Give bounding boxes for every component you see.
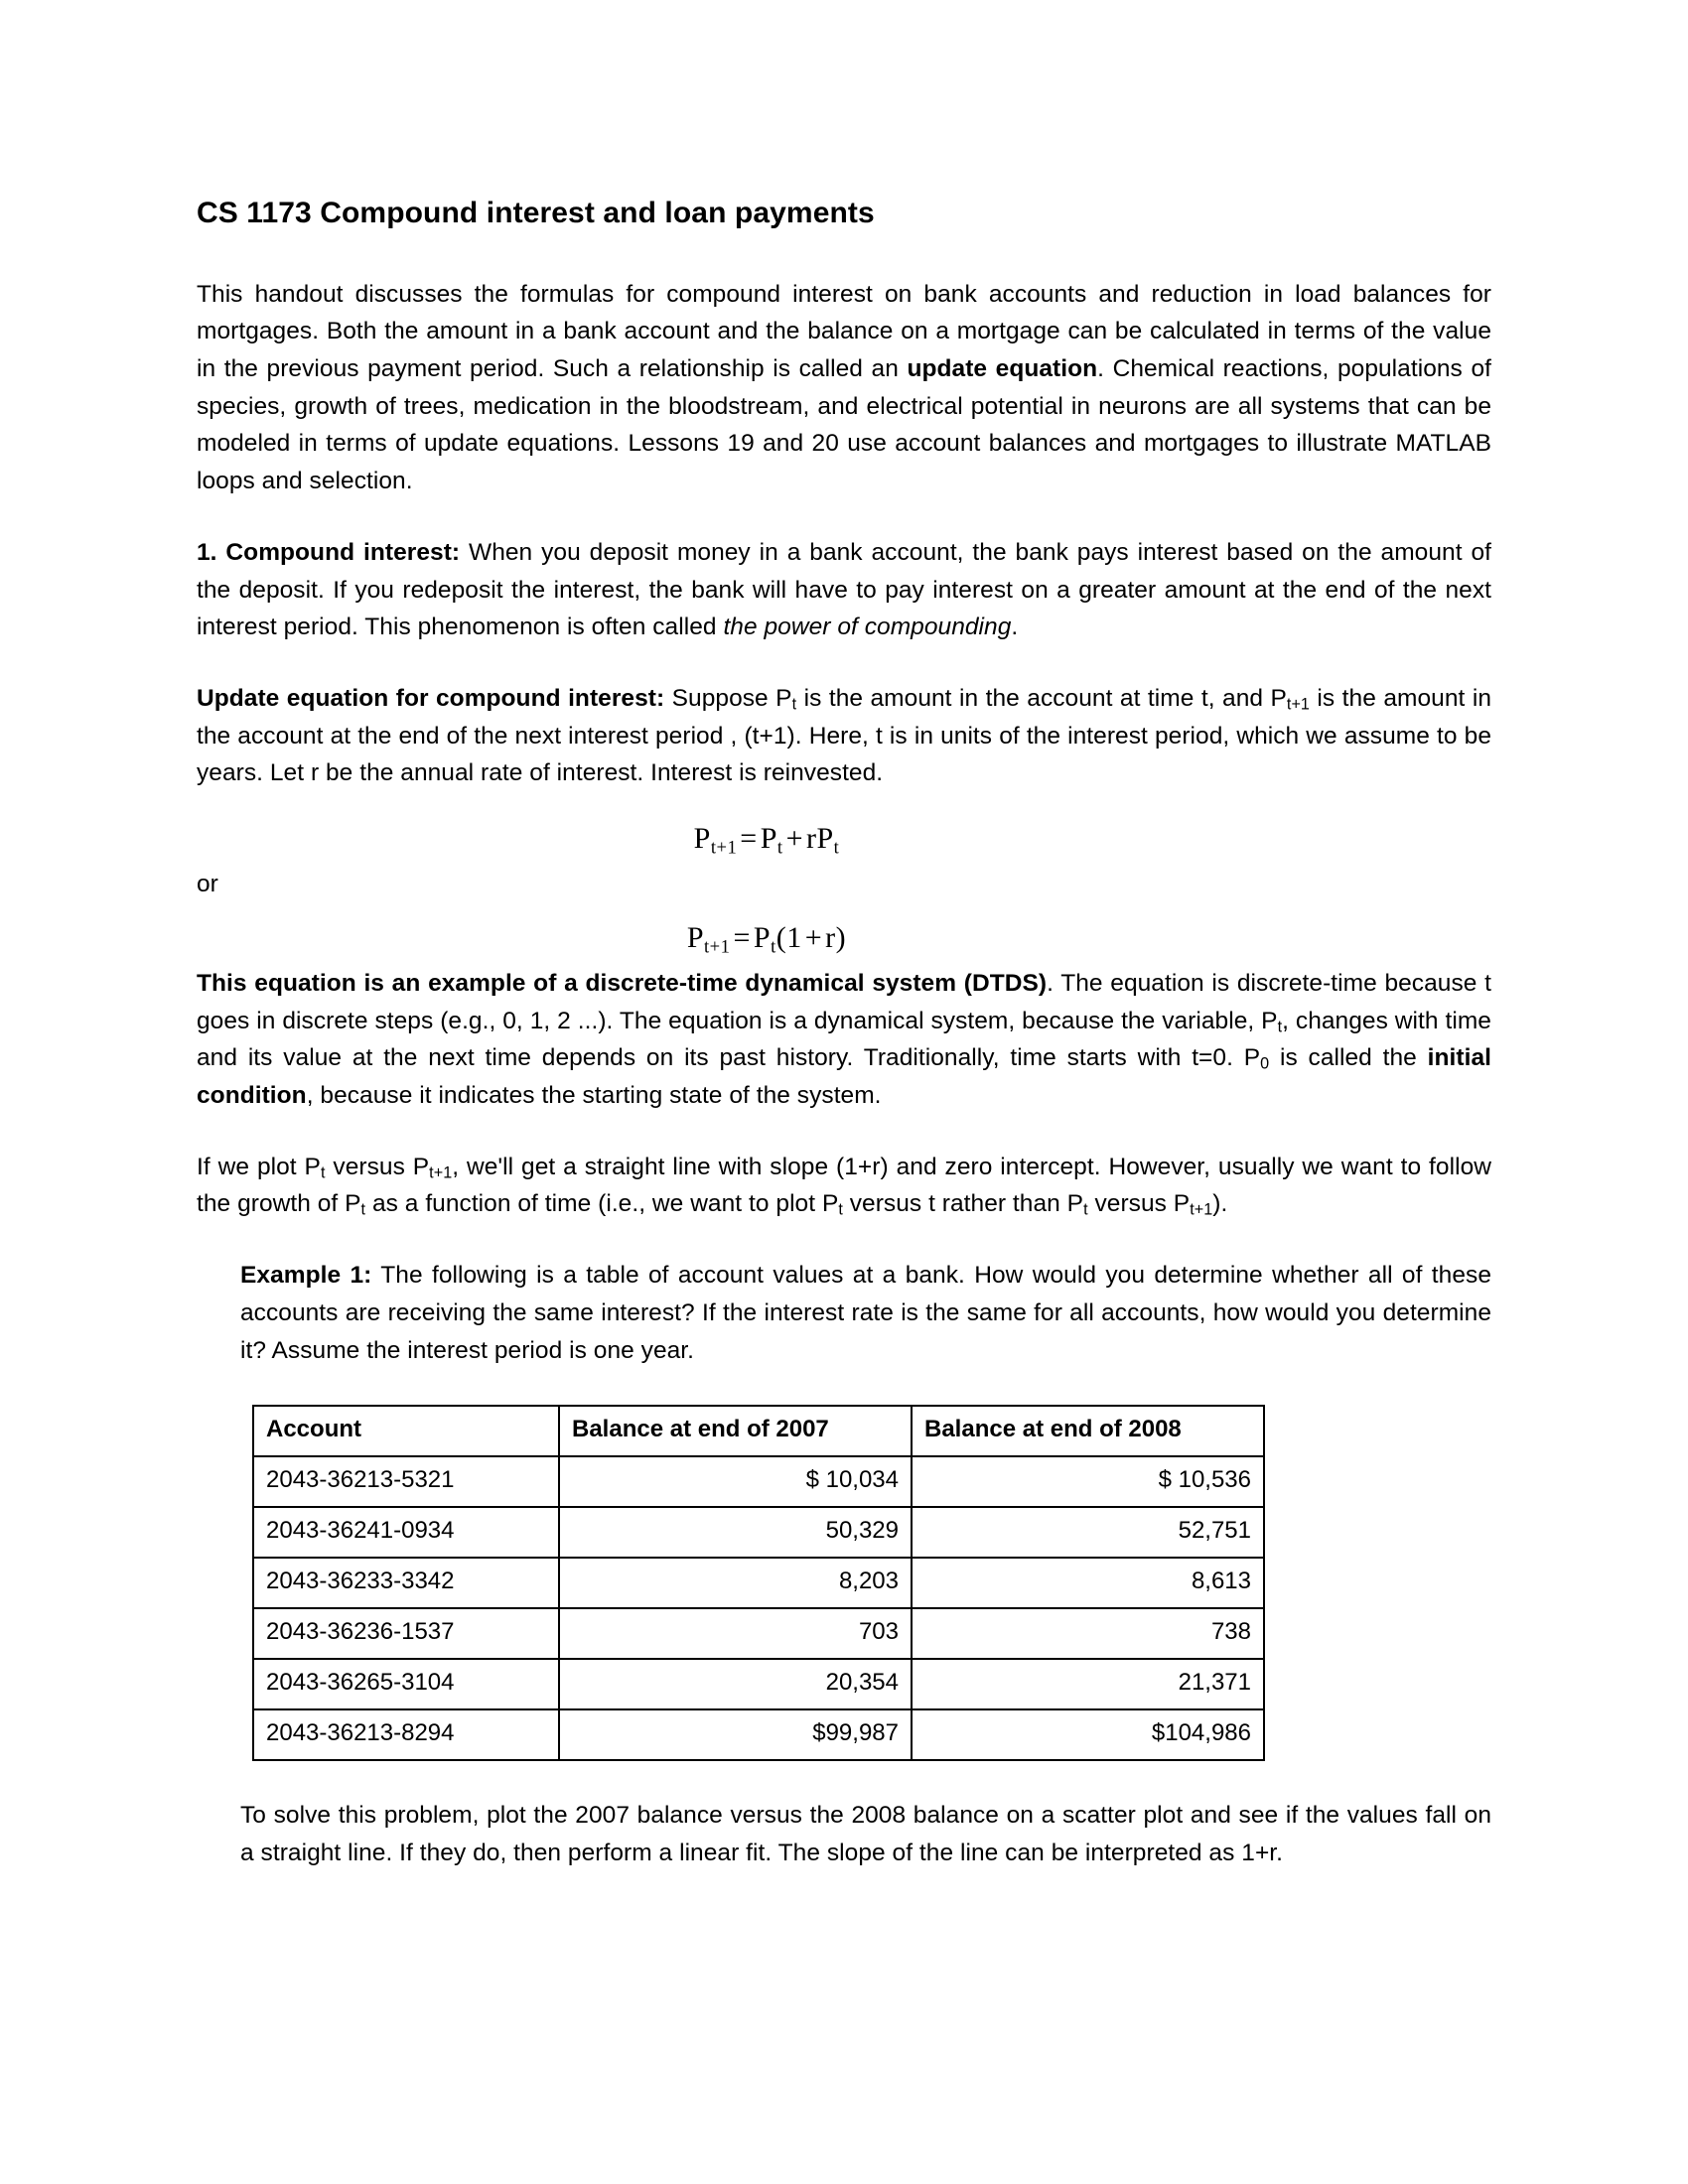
eq2-one: 1	[786, 920, 802, 954]
eq1-rhs-var2: P	[816, 822, 834, 856]
dtds-sub-t: t	[1277, 1018, 1283, 1036]
update-eq-sub-a: t	[791, 695, 797, 714]
eq1-plus: +	[785, 822, 803, 856]
cell-balance-2007: 8,203	[559, 1558, 912, 1608]
table-row	[253, 1456, 1264, 1507]
update-equation-heading: Update equation for compound interest:	[197, 684, 665, 712]
cell-balance-2008: 21,371	[912, 1659, 1264, 1709]
plot-sub2: t+1	[429, 1163, 453, 1182]
dtds-sub-zero: 0	[1260, 1054, 1270, 1073]
eq1-rhs-var1: P	[760, 822, 777, 856]
cell-balance-2007: 20,354	[559, 1659, 912, 1709]
eq2-plus: +	[804, 920, 823, 954]
eq1-equals: =	[740, 822, 758, 856]
dtds-paragraph	[197, 965, 1491, 1115]
eq1-lhs-var: P	[693, 822, 711, 856]
eq2-equals: =	[733, 920, 751, 954]
eq1-rate-coefficient: r	[805, 822, 817, 856]
equation-2-wrapper	[197, 920, 1491, 958]
example-1-text: The following is a table of account values at a bank. How would you determine whether all of these accounts are receiving the same interest? If the interest rate is the same for all accounts, how would you determine it? Assume the interest period is one year.	[240, 1262, 1491, 1364]
plot-text-part7: ).	[1212, 1190, 1228, 1218]
plot-text-part3: , we'll get a straight line with slope (1+r) and zero intercept. However, usually we want to follow the growth of P	[197, 1153, 1491, 1218]
dtds-bold-initial-condition: initial condition	[197, 1044, 1491, 1109]
column-header-balance-2007: Balance at end of 2007	[559, 1406, 912, 1456]
update-eq-sub-b: t+1	[1286, 695, 1310, 714]
update-eq-text-a: Suppose P	[664, 684, 792, 712]
cell-balance-2008: 52,751	[912, 1507, 1264, 1558]
cell-account: 2043-36213-8294	[253, 1709, 559, 1760]
eq1-lhs-sub: t+1	[710, 837, 738, 859]
eq2-paren-open: (	[775, 920, 787, 954]
table-row	[253, 1608, 1264, 1659]
eq2-rhs-var1: P	[753, 920, 772, 954]
cell-balance-2007: 703	[559, 1608, 912, 1659]
section1-compound-interest-paragraph	[197, 534, 1491, 646]
intro-text-part2: . Chemical reactions, populations of species, growth of trees, medication in the bloodstream, and electrical potential in neurons are all systems that can be modeled in terms of update equations. Lessons 19 and 20 use account balances and mortgages to illustrate MATLAB loops and selection.	[197, 354, 1491, 495]
plot-text-part5: versus t rather than P	[842, 1190, 1084, 1218]
eq2-lhs-var: P	[686, 920, 705, 954]
eq2-lhs-sub: t+1	[704, 936, 731, 958]
closing-block	[240, 1797, 1491, 1871]
table-row	[253, 1558, 1264, 1608]
cell-balance-2008: $ 10,536	[912, 1456, 1264, 1507]
eq2-rhs-sub1: t	[771, 936, 776, 958]
section1-text-part2: .	[1011, 614, 1019, 641]
section1-text-part1: When you deposit money in a bank account, the bank pays interest based on the amount of the deposit. If you redeposit the interest, the bank will have to pay interest on a greater amount at the end of the next interest period. This phenomenon is often called	[197, 538, 1491, 641]
table-row	[253, 1709, 1264, 1760]
cell-account: 2043-36233-3342	[253, 1558, 559, 1608]
table-header-row	[253, 1406, 1264, 1456]
plot-text-part4: as a function of time (i.e., we want to plot P	[365, 1190, 839, 1218]
equation-1	[693, 822, 840, 859]
update-equation-paragraph	[197, 680, 1491, 792]
section1-heading: 1. Compound interest:	[197, 538, 461, 566]
update-eq-text-b: is the amount in the account at time t, and P	[796, 684, 1287, 712]
plot-sub6: t+1	[1190, 1200, 1213, 1219]
plot-text-part1: If we plot P	[197, 1153, 321, 1180]
cell-balance-2008: 8,613	[912, 1558, 1264, 1608]
eq1-rhs-sub1: t	[776, 837, 783, 859]
update-eq-text-c: is the amount in the account at the end of the next interest period , (t+1). Here, t is in units of the interest period, which we assume to be years. Let r be the annual rate of interest. Interest is reinvested.	[197, 684, 1491, 787]
dtds-text-part2: , changes with time and its value at the next time depends on its past history. Traditionally, time starts with t=0. P	[197, 1007, 1491, 1072]
cell-balance-2007: $99,987	[559, 1709, 912, 1760]
dtds-text-part4: , because it indicates the starting state of the system.	[306, 1082, 882, 1109]
plot-sub4: t	[838, 1200, 843, 1219]
cell-balance-2008: $104,986	[912, 1709, 1264, 1760]
eq2-rate: r	[825, 920, 836, 954]
column-header-balance-2008: Balance at end of 2008	[912, 1406, 1264, 1456]
column-header-account: Account	[253, 1406, 559, 1456]
page-title: CS 1173 Compound interest and loan payments	[197, 197, 875, 229]
cell-balance-2007: 50,329	[559, 1507, 912, 1558]
eq1-rhs-sub2: t	[833, 837, 840, 859]
cell-account: 2043-36241-0934	[253, 1507, 559, 1558]
intro-bold-update-equation: update equation	[907, 354, 1098, 382]
intro-text-part1: This handout discusses the formulas for compound interest on bank accounts and reduction in load balances for mortgages. Both the amount in a bank account and the balance on a mortgage can be calculated in terms of the value in the previous payment period. Such a relationship is called an	[197, 280, 1491, 382]
or-connector-label: or	[197, 871, 218, 898]
intro-paragraph	[197, 276, 1491, 500]
plot-paragraph	[197, 1149, 1491, 1223]
cell-balance-2007: $ 10,034	[559, 1456, 912, 1507]
cell-account: 2043-36265-3104	[253, 1659, 559, 1709]
table-row	[253, 1507, 1264, 1558]
plot-sub1: t	[320, 1163, 326, 1182]
equation-1-wrapper	[197, 822, 1491, 859]
plot-sub5: t	[1083, 1200, 1088, 1219]
cell-balance-2008: 738	[912, 1608, 1264, 1659]
plot-text-part2: versus P	[325, 1153, 430, 1180]
eq2-paren-close: )	[835, 920, 847, 954]
table-row	[253, 1659, 1264, 1709]
plot-sub3: t	[360, 1200, 366, 1219]
example-1-label: Example 1:	[240, 1262, 372, 1290]
section1-italic-power-of-compounding: the power of compounding	[723, 614, 1012, 641]
plot-text-part6: versus P	[1087, 1190, 1191, 1218]
dtds-bold-heading: This equation is an example of a discrete-time dynamical system (DTDS)	[197, 969, 1048, 997]
closing-paragraph: To solve this problem, plot the 2007 balance versus the 2008 balance on a scatter plot and see if the values fall on a straight line. If they do, then perform a linear fit. The slope of the line can be interpreted as 1+r.	[240, 1802, 1491, 1867]
equation-2	[686, 920, 847, 958]
cell-account: 2043-36213-5321	[253, 1456, 559, 1507]
dtds-text-part3: is called the	[1269, 1044, 1428, 1072]
example-1-paragraph	[240, 1257, 1491, 1369]
cell-account: 2043-36236-1537	[253, 1608, 559, 1659]
dtds-text-part1: . The equation is discrete-time because t goes in discrete steps (e.g., 0, 1, 2 ...). The equation is a dynamical system, because the variable, P	[197, 969, 1491, 1034]
account-balances-table	[252, 1405, 1265, 1761]
example-1-block	[240, 1257, 1491, 1369]
